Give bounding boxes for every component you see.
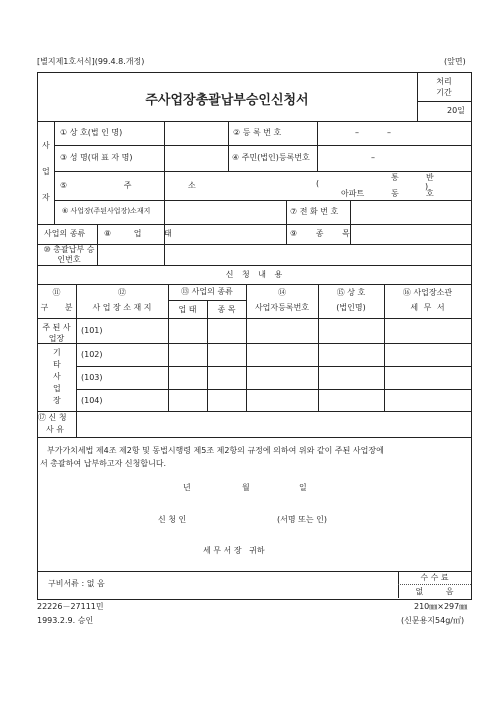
form-id: [별지제1호서식](99.4.8.개정)	[37, 57, 145, 66]
label-phone: ⑦ 전 화 번 호	[290, 207, 339, 216]
col-12-num: ⑫	[118, 288, 126, 297]
col-business-category: 업 태	[178, 305, 197, 314]
date-day: 일	[299, 483, 307, 492]
reason-field[interactable]	[77, 412, 470, 436]
registration-number-field[interactable]	[318, 122, 470, 144]
row-main-label: 주 된 사업장	[42, 323, 71, 343]
form-title: 주사업장총괄납부승인신청서	[145, 93, 309, 108]
col-business-type: ⑬ 사업의 종류	[181, 287, 233, 296]
row-code-102: (102)	[81, 350, 103, 359]
approval-number-field[interactable]	[98, 245, 470, 264]
details-heading: 신 청 내 용	[225, 270, 283, 279]
attachments-label: 구비서류 : 없 음	[48, 579, 105, 588]
address-dong: 동	[391, 189, 399, 198]
reason-label-1: ⑰ 신 청	[38, 413, 67, 422]
col-division: 구 분	[40, 303, 73, 312]
processing-period: 20일	[447, 106, 465, 115]
label-resident-number: ④ 주민(법인)등록번호	[232, 153, 310, 162]
footer-approval: 1993.2.9. 승인	[37, 616, 94, 625]
reg-dash-1: –	[355, 128, 359, 137]
processing-label-2: 기간	[436, 88, 452, 97]
other-char-4: 업	[53, 384, 61, 393]
resident-number-field[interactable]	[318, 146, 470, 170]
address-ho: 호	[426, 189, 434, 198]
fee-label: 수 수 료	[420, 573, 449, 582]
col-14-num: ⑭	[278, 288, 286, 297]
reg-dash-2: –	[387, 128, 391, 137]
label-business-name: ① 상 호(법 인 명)	[60, 128, 123, 137]
applicant-section-char-1: 사	[42, 141, 50, 150]
label-business-item: ⑨ 종 목	[290, 229, 350, 238]
address-paren-open: (	[316, 179, 320, 188]
address-apartment: 아파트	[341, 189, 365, 198]
applicant-section-char-2: 업	[42, 167, 50, 176]
footer-size: 210㎜×297㎜	[414, 602, 468, 611]
date-month: 월	[242, 483, 250, 492]
statement-line-1: 부가가치세법 제4조 제2항 및 동법시행령 제5조 제2항의 규정에 의하여 위와 같이 주된 사업장에	[47, 446, 384, 455]
address-ban: 반	[426, 173, 434, 182]
col-trade-name: ⑮ 상 호	[336, 288, 366, 297]
representative-field[interactable]	[165, 146, 227, 170]
col-business-item: 종 목	[217, 305, 236, 314]
col-tax-office: ⑯ 사업장소관	[402, 288, 453, 297]
col-tax-office-2: 세 무 서	[410, 303, 445, 312]
other-char-5: 장	[53, 396, 61, 405]
reason-label-2: 사 유	[46, 425, 64, 434]
other-char-3: 사	[53, 372, 61, 381]
business-category-field[interactable]	[165, 225, 285, 243]
statement-line-2: 서 총괄하여 납부하고자 신청합니다.	[40, 459, 167, 468]
label-approval-number: ⑩ 총괄납부 승인번호	[43, 245, 95, 264]
footer-paper: (신문용지54g/㎡)	[401, 616, 465, 625]
fee-value: 없 음	[415, 587, 454, 596]
details-entry-area[interactable]	[169, 319, 470, 410]
label-registration-number: ② 등 록 번 호	[233, 128, 282, 137]
workplace-location-field[interactable]	[165, 201, 285, 223]
row-code-104: (104)	[81, 396, 103, 405]
phone-field[interactable]	[351, 201, 470, 223]
business-item-field[interactable]	[351, 225, 470, 243]
address-tong: 통	[391, 173, 399, 182]
col-workplace: 사 업 장 소 재 지	[92, 303, 152, 312]
page-side: (앞면)	[444, 57, 466, 66]
label-business-type: 사업의 종류	[44, 229, 86, 238]
col-registration: 사업자등록번호	[254, 303, 310, 312]
applicant-section-char-3: 자	[42, 193, 50, 202]
resident-dash: –	[371, 153, 375, 162]
row-code-103: (103)	[81, 373, 103, 382]
row-code-101: (101)	[81, 326, 103, 335]
business-name-field[interactable]	[165, 122, 227, 144]
col-11-num: ⑪	[52, 288, 61, 297]
processing-label-1: 처리	[436, 77, 452, 86]
label-workplace-location: ⑥ 사업장(주된사업장)소재지	[62, 207, 151, 215]
label-business-category: ⑧ 업 태	[104, 229, 172, 238]
address-paren-close: )	[425, 182, 429, 191]
footer-code: 22226－27111민	[37, 602, 104, 611]
recipient: 세 무 서 장 귀하	[203, 546, 265, 555]
other-char-2: 타	[53, 360, 61, 369]
applicant-signer: 신 청 인	[158, 515, 187, 524]
date-year: 년	[183, 483, 191, 492]
label-address: ⑤ 주 소	[60, 181, 196, 190]
signature-note: (서명 또는 인)	[277, 515, 327, 524]
label-representative: ③ 성 명(대 표 자 명)	[60, 153, 133, 162]
other-char-1: 기	[53, 348, 61, 357]
col-corporate-name: (법인명)	[336, 303, 366, 312]
